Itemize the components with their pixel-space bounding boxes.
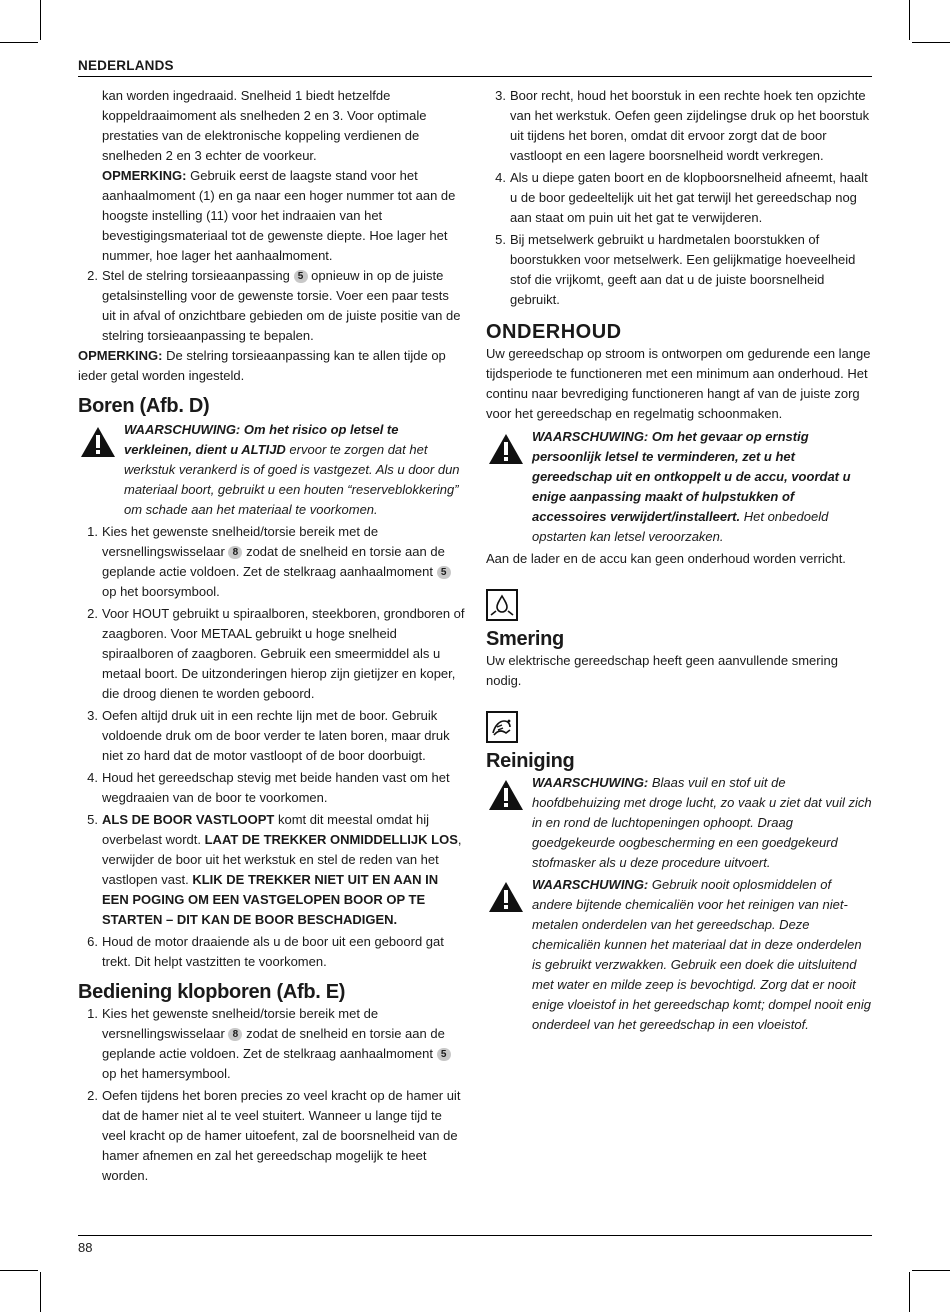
crop-mark (912, 42, 950, 43)
item-text: Kies het gewenste snelheid/torsie bereik met de versnellingswisselaar (102, 1006, 379, 1041)
list-item (486, 86, 872, 166)
item-text: Houd het gereedschap stevig met beide handen vast om het wegdraaien van de boor te voorkomen. (102, 770, 450, 805)
list-item (78, 1004, 466, 1084)
section-title-boren: Boren (Afb. D) (78, 395, 210, 417)
language-header: NEDERLANDS (78, 58, 174, 73)
item-number: 4. (495, 170, 506, 185)
section-title-klopboren: Bediening klopboren (Afb. E) (78, 981, 346, 1003)
right-column (486, 86, 872, 1035)
warning-triangle-icon (488, 881, 524, 919)
item-text: Als u diepe gaten boort en de klopboorsnelheid afneemt, haalt u de boor gedeeltelijk uit het gat terwijl het gereedschap nog aan staat om puin uit het gat te verwijderen. (510, 170, 868, 225)
item-text: , verwijder de boor uit het werkstuk en stel de reden van het vastlopen vast. (102, 832, 462, 887)
item-bold: LAAT DE TREKKER ONMIDDELLIJK LOS (204, 832, 458, 847)
callout-badge: 5 (294, 270, 308, 283)
warning-triangle-icon (80, 426, 116, 464)
item-number: 1. (87, 524, 98, 539)
intro-block (78, 86, 466, 266)
list-item (78, 768, 466, 808)
item-text: op het boorsymbool. (102, 584, 220, 599)
crop-mark (912, 1270, 950, 1271)
item-text: Kies het gewenste snelheid/torsie bereik met de versnellingswisselaar (102, 524, 379, 559)
item-text: komt dit meestal omdat hij overbelast wordt. (102, 812, 430, 847)
warning-bold: WAARSCHUWING: (532, 775, 649, 790)
crop-mark (909, 1272, 910, 1312)
crop-mark (40, 1272, 41, 1312)
item-text: Boor recht, houd het boorstuk in een rechte hoek ten opzichte van het werkstuk. Oefen geen zijdelingse druk op het boorstuk uit tijdens het boren, omdat dit ervoor zorgt dat de boor vastloopt en een lagere boorsnelheid wordt verkregen. (510, 88, 870, 163)
page-number: 88 (78, 1240, 93, 1255)
klopboren-list-continued (486, 86, 872, 310)
note-paragraph (78, 346, 466, 386)
list-item (78, 932, 466, 972)
warning-text: Blaas vuil en stof uit de hoofdbehuizing met droge lucht, zo vaak u ziet dat vuil zich in en rond de luchtopeningen ophoopt. Draag goedgekeurde oogbescherming en een goedgekeurd stofmasker als u deze procedure uitvoert. (532, 775, 872, 870)
cleaning-icon (486, 711, 518, 743)
warning-bold: WAARSCHUWING: (532, 877, 649, 892)
warning-block (78, 420, 466, 520)
crop-mark (0, 1270, 38, 1271)
item-number: 5. (495, 232, 506, 247)
item-number: 4. (87, 770, 98, 785)
warning-block (486, 427, 872, 547)
smering-text: Uw elektrische gereedschap heeft geen aanvullende smering nodig. (486, 653, 838, 688)
boren-list (78, 522, 466, 972)
list-item (486, 168, 872, 228)
warning-bold: WAARSCHUWING: Om het gevaar op ernstig persoonlijk letsel te verminderen, zet u het gereedschap uit en ontkoppelt u de accu, voordat u enige aanpassing maakt of hulpstukken of accessoires verwijdert/installeert. (532, 429, 851, 524)
list-item (78, 604, 466, 704)
item-number: 6. (87, 934, 98, 949)
list-item (78, 1086, 466, 1186)
note-label: OPMERKING: (78, 348, 163, 363)
item-text: Voor HOUT gebruikt u spiraalboren, steekboren, grondboren of zaagboren. Voor METAAL gebruikt u hoge snelheid spiraalboren of zaagboren. Gebruik een smeermiddel als u metaal boort. De uitzonderingen hierop zijn gietijzer en koper, die droog dienen te worden geboord. (102, 606, 465, 701)
callout-badge: 8 (228, 546, 242, 559)
warning-text: ervoor te zorgen dat het werkstuk verankerd is of goed is vastgezet. Als u door dun materiaal boort, gebruikt u een houten “reserveblokkering” om schade aan het materiaal te voorkomen. (124, 442, 460, 517)
item-text: zodat de snelheid en torsie aan de geplande actie voldoen. Zet de stelkraag aanhaalmoment (102, 544, 445, 579)
warning-block (486, 875, 872, 1035)
crop-mark (909, 0, 910, 40)
warning-text: Gebruik nooit oplosmiddelen of andere bijtende chemicaliën voor het reinigen van niet-metalen onderdelen van het gereedschap. Deze chemicaliën kunnen het materiaal dat in deze onderdelen is gebruikt verzwakken. Gebruik een doek die uitsluitend met water en milde zeep is bevochtigd. Zorg dat er nooit enige vloeistof in het gereedschap komt; dompel nooit enig onderdeel van het gereedschap in een vloeistof. (532, 877, 871, 1032)
item-text: Oefen tijdens het boren precies zo veel kracht op de hamer uit dat de hamer niet al te veel stuitert. Wanneer u lange tijd te veel kracht op de hamer uitoefent, zal de boorsnelheid van de hamer afnemen en zal het gereedschap mogelijk te heet worden. (102, 1088, 461, 1183)
onderhoud-note: Aan de lader en de accu kan geen onderhoud worden verricht. (486, 551, 846, 566)
item-text: Bij metselwerk gebruikt u hardmetalen boorstukken of boorstukken voor metselwerk. Een gelijkmatige hoeveelheid stof die vrijkomt, geeft aan dat u de juiste boorsnelheid gebruikt. (510, 232, 856, 307)
list-item (486, 230, 872, 310)
crop-mark (40, 0, 41, 40)
section-title-smering: Smering (486, 628, 564, 650)
item-number: 1. (87, 1006, 98, 1021)
onderhoud-text: Uw gereedschap op stroom is ontworpen om gedurende een lange tijdsperiode te functioneren met een minimum aan onderhoud. Het continu naar bevrediging functioneren hangt af van de juiste zorg voor het gereedschap en regelmatig schoonmaken. (486, 346, 871, 421)
item-number: 3. (87, 708, 98, 723)
list-item (78, 522, 466, 602)
klopboren-list (78, 1004, 466, 1186)
item-number: 5. (87, 812, 98, 827)
intro-note (102, 166, 466, 266)
item-number: 3. (495, 88, 506, 103)
section-title-reiniging: Reiniging (486, 750, 575, 772)
intro-text: kan worden ingedraaid. Snelheid 1 biedt hetzelfde koppeldraaimoment als snelheden 2 en 3. Voor optimale prestaties van de elektronische koppeling verdienen de snelheden 2 en 3 echter de voorkeur. (102, 88, 427, 163)
lubrication-icon (486, 589, 518, 621)
warning-block (486, 773, 872, 873)
warning-triangle-icon (488, 779, 524, 817)
item-text: Oefen altijd druk uit in een rechte lijn met de boor. Gebruik voldoende druk om de boor verder te laten boren, maar druk niet zo hard dat de motor vastloopt of de boor doorbuigt. (102, 708, 450, 763)
footer-rule (78, 1235, 872, 1236)
item-bold: ALS DE BOOR VASTLOOPT (102, 812, 275, 827)
item-bold: KLIK DE TREKKER NIET UIT EN AAN IN EEN POGING OM EEN VASTGELOPEN BOOR OP TE STARTEN – DIT KAN DE BOOR BESCHADIGEN. (102, 872, 439, 927)
item-text: zodat de snelheid en torsie aan de geplande actie voldoen. Zet de stelkraag aanhaalmoment (102, 1026, 445, 1061)
callout-badge: 8 (228, 1028, 242, 1041)
list-item (78, 810, 466, 930)
callout-badge: 5 (437, 566, 451, 579)
note-label: OPMERKING: (102, 168, 187, 183)
note-text: De stelring torsieaanpassing kan te allen tijde op ieder getal worden ingesteld. (78, 348, 446, 383)
warning-text: Het onbedoeld opstarten kan letsel veroorzaken. (532, 509, 829, 544)
list-item (78, 266, 466, 346)
item-text: opnieuw in op de juiste getalsinstelling voor de gewenste torsie. Voer een paar tests uit in afval of onzichtbare gebieden om de juiste positie van de stelring torsieaanpassing te bepalen. (102, 268, 461, 343)
item-number: 2. (87, 268, 98, 283)
section-title-onderhoud: ONDERHOUD (486, 321, 622, 343)
item-text: Houd de motor draaiende als u de boor uit een geboord gat trekt. Dit helpt vastzitten te voorkomen. (102, 934, 444, 969)
warning-triangle-icon (488, 433, 524, 471)
note-text: Gebruik eerst de laagste stand voor het aanhaalmoment (1) en ga naar een hoger nummer tot aan de hoogste instelling (11) voor het indraaien van het bevestigingsmateriaal tot de gewenste diepte. Hoe lager het nummer, hoe lager het aanhaalmoment. (102, 168, 456, 263)
crop-mark (0, 42, 38, 43)
warning-bold: WAARSCHUWING: Om het risico op letsel te verkleinen, dient u ALTIJD (124, 422, 399, 457)
left-column (78, 86, 466, 1186)
item-text: Stel de stelring torsieaanpassing (102, 268, 294, 283)
item-number: 2. (87, 606, 98, 621)
item-number: 2. (87, 1088, 98, 1103)
header-rule (78, 76, 872, 77)
item-text: op het hamersymbool. (102, 1066, 231, 1081)
list-item (78, 706, 466, 766)
callout-badge: 5 (437, 1048, 451, 1061)
list-continued (78, 266, 466, 346)
